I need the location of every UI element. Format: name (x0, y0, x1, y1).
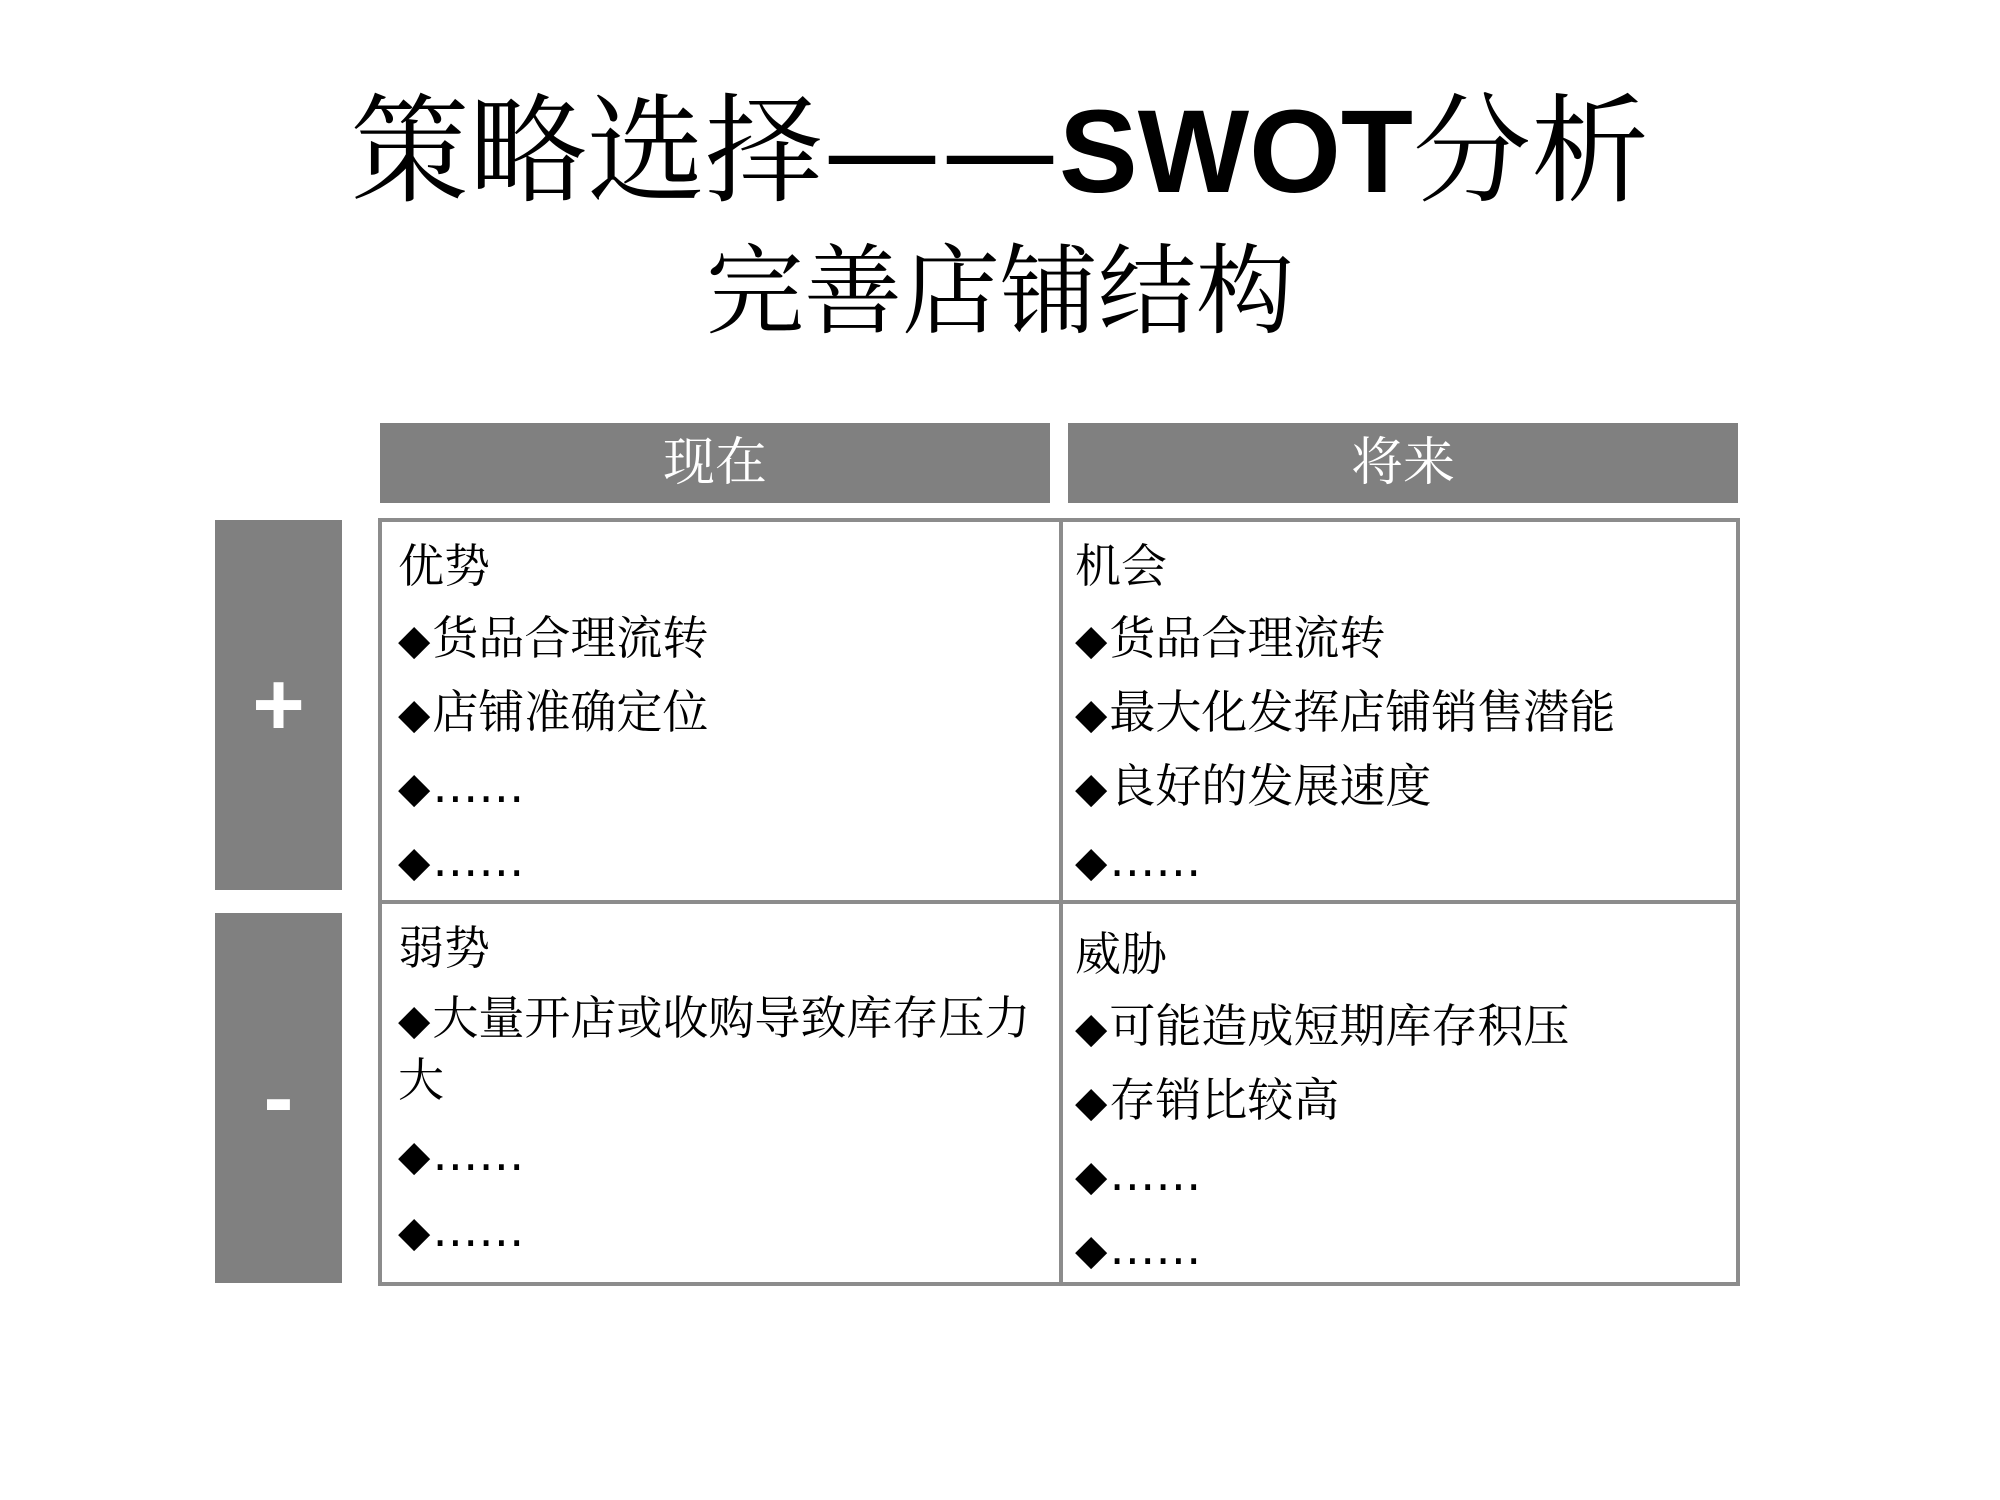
diamond-bullet-icon: ◆ (1075, 763, 1108, 812)
list-item-text: 店铺准确定位 (432, 685, 709, 739)
list-item (1075, 990, 1735, 1064)
threats-list (1075, 990, 1735, 1286)
diamond-bullet-icon: ◆ (398, 837, 431, 886)
list-item (1075, 824, 1735, 898)
list-item (1075, 1064, 1735, 1138)
strengths-cell (398, 530, 1058, 898)
weaknesses-list (398, 988, 1058, 1262)
title-latin: SWOT (1059, 86, 1413, 218)
diamond-bullet-icon: ◆ (398, 615, 431, 664)
diamond-bullet-icon: ◆ (1075, 1225, 1108, 1274)
list-item-text: …… (1109, 833, 1202, 887)
opportunities-heading: 机会 (1075, 539, 1167, 593)
list-item (398, 824, 1058, 898)
list-item-text: 货品合理流转 (432, 611, 709, 665)
diamond-bullet-icon: ◆ (1075, 1003, 1108, 1052)
list-item (398, 602, 1058, 676)
list-item-text: …… (1109, 1221, 1202, 1275)
threats-heading: 威胁 (1075, 927, 1167, 981)
strengths-heading: 优势 (398, 539, 490, 593)
list-item (398, 1200, 1058, 1262)
list-item (1075, 602, 1735, 676)
list-item-text: …… (432, 1203, 525, 1257)
list-item-text: 可能造成短期库存积压 (1109, 999, 1570, 1053)
list-item-text: …… (432, 759, 525, 813)
title-prefix: 策略选择—— (351, 82, 1060, 220)
column-header-now: 现在 (380, 423, 1050, 503)
list-item (398, 750, 1058, 824)
list-item-text: 最大化发挥店铺销售潜能 (1109, 685, 1616, 739)
list-item (398, 1124, 1058, 1186)
page-subtitle: 完善店铺结构 (705, 235, 1294, 349)
list-item (1075, 1138, 1735, 1212)
strengths-list (398, 602, 1058, 898)
row-header-minus: - (215, 913, 342, 1283)
diamond-bullet-icon: ◆ (1075, 837, 1108, 886)
diamond-bullet-icon: ◆ (1075, 1151, 1108, 1200)
title-suffix: 分析 (1412, 82, 1649, 220)
diamond-bullet-icon: ◆ (398, 1207, 431, 1256)
diamond-bullet-icon: ◆ (398, 995, 431, 1044)
list-item (1075, 750, 1735, 824)
list-item-text: 大量开店或收购导致库存压力大 (398, 991, 1031, 1107)
diamond-bullet-icon: ◆ (398, 1131, 431, 1180)
list-item-text: …… (432, 833, 525, 887)
list-item (1075, 1212, 1735, 1286)
list-item-text: 存销比较高 (1109, 1073, 1340, 1127)
opportunities-list (1075, 602, 1735, 898)
diamond-bullet-icon: ◆ (1075, 689, 1108, 738)
diamond-bullet-icon: ◆ (1075, 615, 1108, 664)
list-item-text: …… (1109, 1147, 1202, 1201)
opportunities-cell (1075, 530, 1735, 898)
diamond-bullet-icon: ◆ (398, 763, 431, 812)
diamond-bullet-icon: ◆ (1075, 1077, 1108, 1126)
weaknesses-heading: 弱势 (398, 921, 490, 975)
threats-cell (1075, 918, 1735, 1286)
list-item (398, 676, 1058, 750)
page-title (0, 82, 2000, 220)
list-item (398, 988, 1058, 1110)
column-header-future: 将来 (1068, 423, 1738, 503)
row-header-plus: + (215, 520, 342, 890)
list-item-text: 良好的发展速度 (1109, 759, 1432, 813)
list-item-text: …… (432, 1127, 525, 1181)
list-item-text: 货品合理流转 (1109, 611, 1386, 665)
weaknesses-cell (398, 918, 1058, 1276)
list-item (1075, 676, 1735, 750)
grid-divider-horizontal (378, 900, 1740, 904)
diamond-bullet-icon: ◆ (398, 689, 431, 738)
